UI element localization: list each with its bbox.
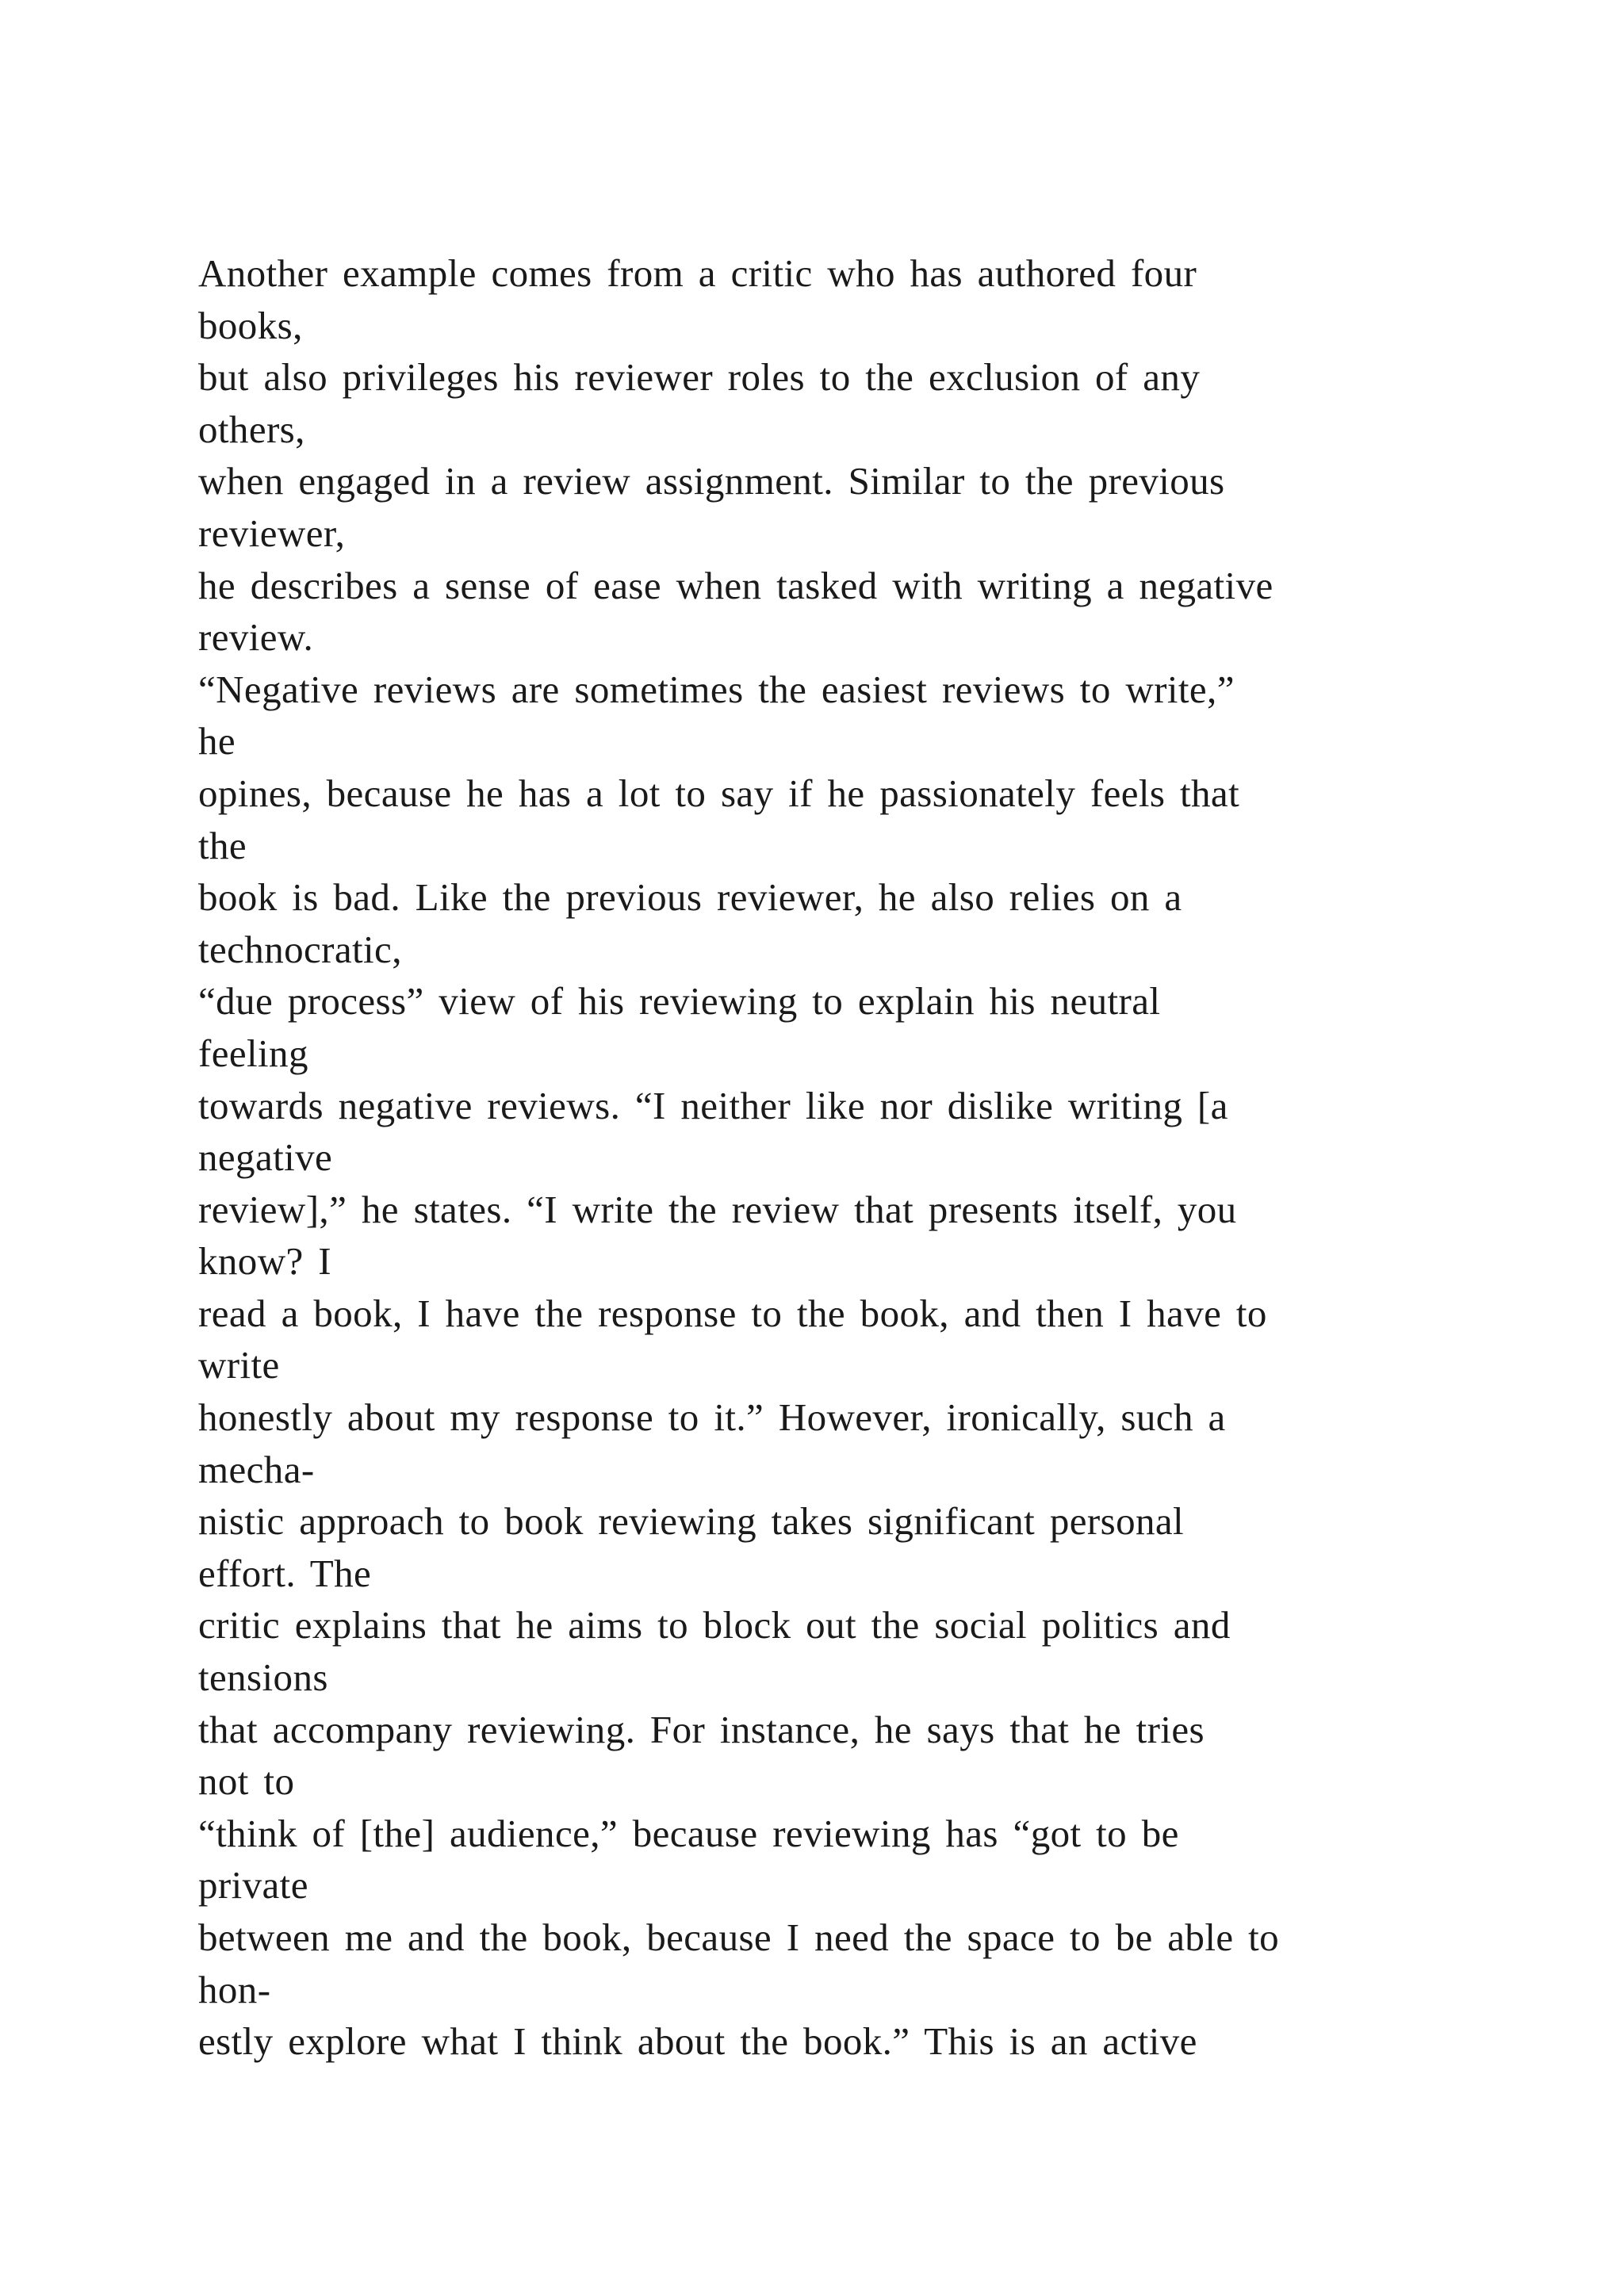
text-line: “Negative reviews are sometimes the easiest reviews to write,” xyxy=(198,667,1235,711)
text-line: estly explore what I think about the book.” This is an active xyxy=(198,2019,1197,2064)
text-line: honestly about my response to it.” However, ironically, such a xyxy=(198,1395,1226,1440)
text-line: write xyxy=(198,1343,280,1387)
text-line: book is bad. Like the previous reviewer, he also relies on a xyxy=(198,875,1182,920)
text-line: read a book, I have the response to the book, and then I have to xyxy=(198,1291,1267,1335)
text-line: tensions xyxy=(198,1655,328,1700)
text-line: when engaged in a review assignment. Similar to the previous xyxy=(198,459,1225,503)
text-line: know? I xyxy=(198,1239,332,1284)
text-line: not to xyxy=(198,1759,295,1804)
text-line: effort. The xyxy=(198,1551,372,1595)
text-line: Another example comes from a critic who has authored four xyxy=(198,251,1197,295)
text-line: nistic approach to book reviewing takes significant personal xyxy=(198,1499,1185,1544)
text-line: towards negative reviews. “I neither like nor dislike writing [a xyxy=(198,1083,1228,1127)
text-line: negative xyxy=(198,1135,333,1180)
text-line: opines, because he has a lot to say if he passionately feels that xyxy=(198,771,1240,815)
text-line: that accompany reviewing. For instance, he says that he tries xyxy=(198,1707,1205,1751)
text-line: others, xyxy=(198,407,305,451)
text-line: review. xyxy=(198,615,314,660)
text-line: he describes a sense of ease when tasked with writing a negative xyxy=(198,563,1274,607)
text-line: technocratic, xyxy=(198,927,402,971)
text-line: the xyxy=(198,823,247,867)
text-line: review],” he states. “I write the review that presents itself, you xyxy=(198,1187,1237,1231)
text-line: but also privileges his reviewer roles to the exclusion of any xyxy=(198,355,1201,400)
text-line: private xyxy=(198,1863,308,1908)
text-line: “due process” view of his reviewing to explain his neutral xyxy=(198,979,1161,1024)
body-text xyxy=(198,247,1467,2068)
text-line: critic explains that he aims to block out the social politics and xyxy=(198,1603,1231,1647)
text-line: mecha- xyxy=(198,1447,315,1491)
text-line: feeling xyxy=(198,1031,308,1075)
text-line: books, xyxy=(198,303,303,347)
text-line: hon- xyxy=(198,1967,271,2011)
text-line: between me and the book, because I need the space to be able to xyxy=(198,1915,1280,1959)
text-line: “think of [the] audience,” because reviewing has “got to be xyxy=(198,1811,1179,1855)
text-line: he xyxy=(198,719,236,763)
text-line: reviewer, xyxy=(198,511,346,555)
